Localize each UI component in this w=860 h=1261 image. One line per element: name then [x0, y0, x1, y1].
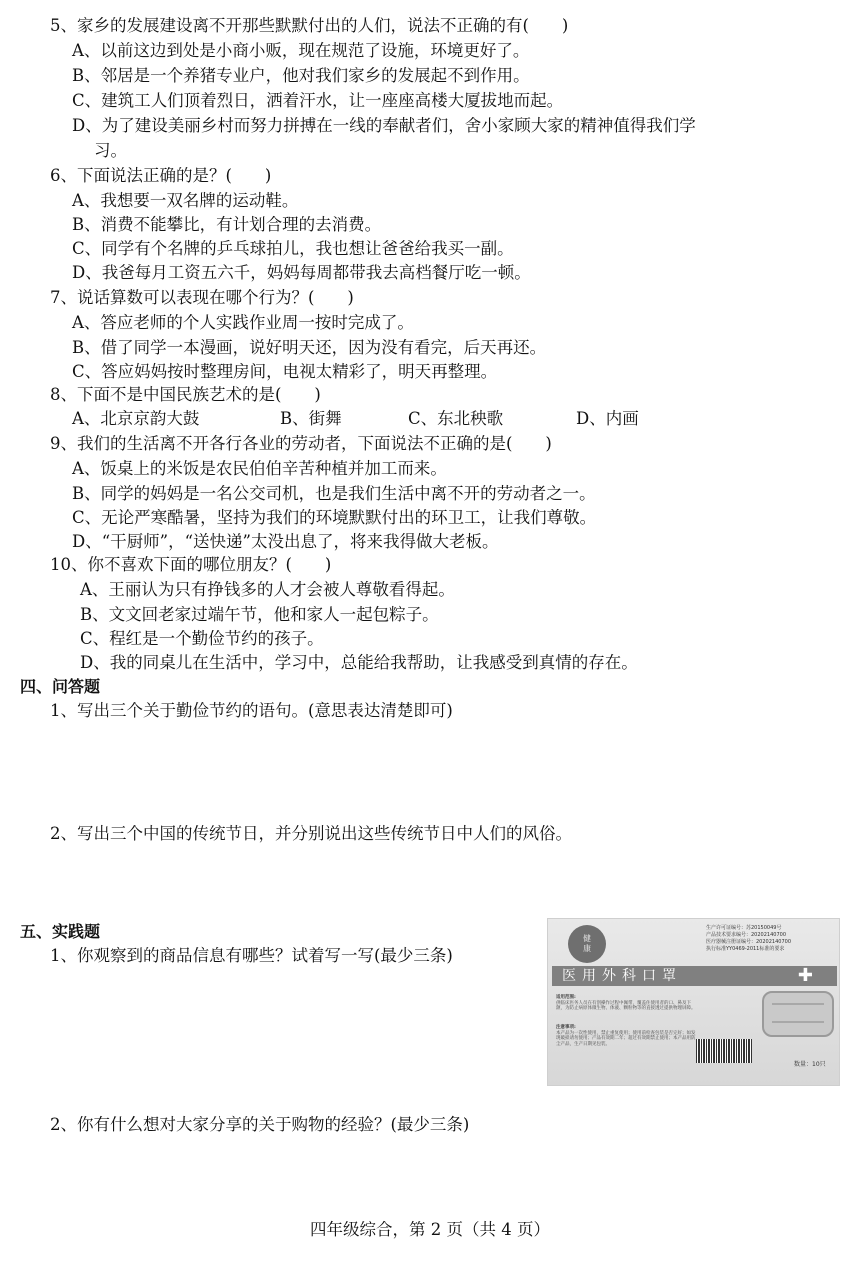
- mask-illustration: [762, 991, 834, 1037]
- mask-package-image: [547, 918, 840, 1086]
- notes-title: 注意事项:: [556, 1025, 576, 1030]
- section-5-question-2: 2、你有什么想对大家分享的关于购物的经验？(最少三条): [50, 1115, 470, 1134]
- q8-option-b: B、街舞: [280, 409, 342, 428]
- q9-option-b: B、同学的妈妈是一名公交司机，也是我们生活中离不开的劳动者之一。: [72, 484, 596, 503]
- product-name-band: [552, 966, 837, 986]
- q5-option-d-continued: 习。: [94, 141, 127, 160]
- q6-stem: 6、下面说法正确的是？( ): [50, 166, 272, 185]
- q9-option-c: C、无论严寒酷暑，坚持为我们的环境默默付出的环卫工，让我们尊敬。: [72, 508, 597, 527]
- brand-logo-char-1: 健: [583, 934, 591, 943]
- page-footer: 四年级综合，第 2 页（共 4 页）: [310, 1220, 550, 1239]
- usage-section: [556, 995, 696, 1012]
- q5-option-a: A、以前这边到处是小商小贩，现在规范了设施，环境更好了。: [72, 41, 530, 60]
- section-4-question-2: 2、写出三个中国的传统节日，并分别说出这些传统节日中人们的风俗。: [50, 824, 572, 843]
- notes-text: 本产品为一次性使用，禁止重复使用；使用前检查包装是否完好；如发现破损请勿使用；产品有效期二年；超过有效期禁止使用；本产品用防尘产品，生产日期见包装。: [556, 1030, 696, 1047]
- q6-option-d: D、我爸每月工资五六千，妈妈每周都带我去高档餐厅吃一顿。: [72, 263, 531, 282]
- product-quantity: 数量：10只: [794, 1061, 826, 1068]
- q8-options: [72, 407, 639, 431]
- q8-option-a: A、北京京韵大鼓: [72, 409, 200, 428]
- section-5-title: 五、实践题: [20, 922, 101, 941]
- usage-title: 适用范围:: [556, 995, 576, 1000]
- q7-option-a: A、答应老师的个人实践作业周一按时完成了。: [72, 313, 414, 332]
- q6-option-b: B、消费不能攀比，有计划合理的去消费。: [72, 215, 382, 234]
- usage-text: 供临床医务人员在有创操作过程中佩带，覆盖住使用者的口、鼻及下颌，为防止病原体微生物、体液、颗粒物等的直接透过提供物理屏障。: [556, 1000, 696, 1011]
- medical-cross-icon: ✚: [797, 965, 813, 986]
- q10-option-d: D、我的同桌儿在生活中，学习中，总能给我帮助，让我感受到真情的存在。: [80, 653, 638, 672]
- q8-option-c: C、东北秧歌: [408, 409, 504, 428]
- product-name: 医用外科口罩: [562, 968, 682, 984]
- q7-stem: 7、说话算数可以表现在哪个行为？( ): [50, 288, 354, 307]
- q10-option-a: A、王丽认为只有挣钱多的人才会被人尊敬看得起。: [80, 580, 455, 599]
- q5-option-c: C、建筑工人们顶着烈日，洒着汗水，让一座座高楼大厦拔地而起。: [72, 91, 564, 110]
- q8-option-d: D、内画: [576, 409, 639, 428]
- product-license-info: [706, 925, 791, 953]
- q5-option-b: B、邻居是一个养猪专业户，他对我们家乡的发展起不到作用。: [72, 66, 530, 85]
- q10-option-c: C、程红是一个勤俭节约的孩子。: [80, 629, 324, 648]
- q9-stem: 9、我们的生活离不开各行各业的劳动者，下面说法不正确的是( ): [50, 434, 552, 453]
- notes-section: [556, 1025, 696, 1047]
- license-line: 医疗器械注册证编号：20202140700: [706, 939, 791, 945]
- q7-option-c: C、答应妈妈按时整理房间，电视太精彩了，明天再整理。: [72, 362, 498, 381]
- q9-option-a: A、饭桌上的米饭是农民伯伯辛苦种植并加工而来。: [72, 459, 447, 478]
- license-line: 生产许可证编号：苏20150049号: [706, 925, 782, 931]
- q5-option-d: D、为了建设美丽乡村而努力拼搏在一线的奉献者们，舍小家顾大家的精神值得我们学: [72, 116, 696, 135]
- q7-option-b: B、借了同学一本漫画，说好明天还，因为没有看完，后天再还。: [72, 338, 547, 357]
- brand-logo-char-2: 康: [583, 944, 591, 953]
- section-4-title: 四、问答题: [20, 677, 101, 696]
- barcode: [696, 1039, 752, 1063]
- q10-stem: 10、你不喜欢下面的哪位朋友？( ): [50, 555, 332, 574]
- q6-option-c: C、同学有个名牌的乒乓球拍儿，我也想让爸爸给我买一副。: [72, 239, 514, 258]
- q8-stem: 8、下面不是中国民族艺术的是( ): [50, 385, 321, 404]
- license-line: 执行标准YY0469-2011标准的要求: [706, 946, 785, 952]
- q9-option-d: D、“干厨师”，“送快递”太没出息了，将来我得做大老板。: [72, 532, 499, 551]
- section-5-question-1: 1、你观察到的商品信息有哪些？试着写一写(最少三条): [50, 946, 453, 965]
- license-line: 产品技术要求编号：20202140700: [706, 932, 786, 938]
- q6-option-a: A、我想要一双名牌的运动鞋。: [72, 191, 299, 210]
- brand-logo: [568, 925, 606, 963]
- q5-stem: 5、家乡的发展建设离不开那些默默付出的人们，说法不正确的有( ): [50, 16, 569, 35]
- section-4-question-1: 1、写出三个关于勤俭节约的语句。(意思表达清楚即可): [50, 701, 453, 720]
- q10-option-b: B、文文回老家过端午节，他和家人一起包粽子。: [80, 605, 439, 624]
